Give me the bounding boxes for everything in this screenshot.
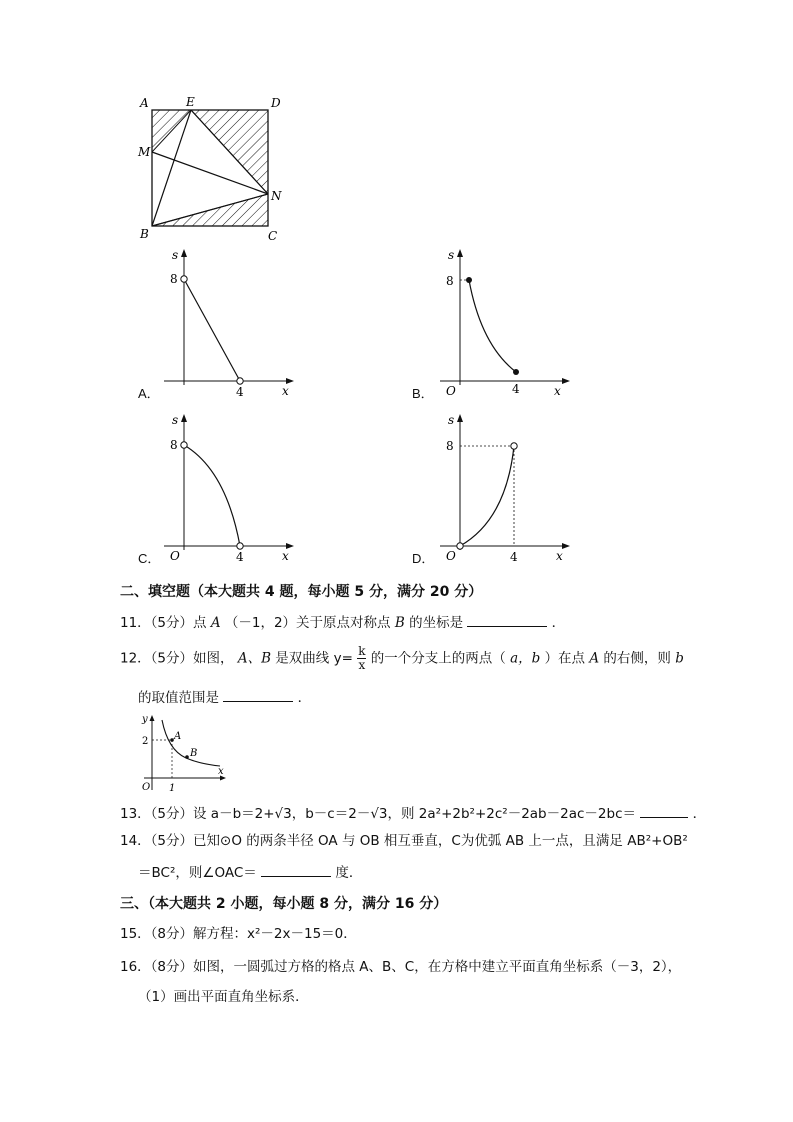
option-b-graph	[436, 245, 576, 405]
answer-blank-14[interactable]	[261, 862, 331, 877]
question-16-line-1: 16．（8分）如图，一圆弧过方格的格点 A、B、C，在方格中建立平面直角坐标系（－3，2），	[120, 959, 682, 975]
option-d-curve	[460, 446, 514, 546]
svg-text:O: O	[446, 549, 456, 563]
option-b-curve	[469, 280, 516, 372]
option-c-curve	[184, 445, 240, 546]
svg-text:1: 1	[169, 783, 176, 794]
fraction-k-over-x: $\frac{k}{x}$	[358, 644, 366, 672]
label-C: C	[268, 229, 278, 243]
svg-text:s: s	[172, 248, 179, 262]
svg-text:A: A	[174, 731, 182, 742]
svg-text:4: 4	[236, 550, 244, 564]
section-3-title: 三、（本大题共 2 小题，每小题 8 分，满分 16 分）	[120, 896, 448, 912]
svg-text:4: 4	[510, 550, 518, 564]
question-13: 13．（5分）设 a－b＝2+√3，b－c＝2－√3，则 2a²+2b²+2c²－2ab－2ac－2bc＝ ．	[120, 803, 706, 823]
svg-text:O: O	[142, 782, 151, 793]
option-c-label: C．	[138, 551, 161, 566]
answer-blank-13[interactable]	[640, 803, 688, 818]
svg-text:s: s	[448, 248, 455, 262]
svg-text:B: B	[190, 748, 198, 759]
svg-text:x: x	[282, 384, 289, 398]
svg-text:x: x	[218, 766, 224, 777]
label-A: A	[140, 96, 149, 110]
svg-text:O: O	[446, 384, 456, 398]
question-14-line-1: 14．（5分）已知⊙O 的两条半径 OA 与 OB 相互垂直，C为优弧 AB 上一点，且满足 AB²+OB²	[120, 833, 688, 849]
option-d-label: D．	[412, 551, 435, 566]
question-11: 11．（5分）点 A （－1，2）关于原点对称点 B 的坐标是 ．	[120, 612, 565, 632]
label-M: M	[138, 145, 151, 159]
svg-text:s: s	[172, 413, 179, 427]
svg-text:8: 8	[446, 439, 454, 453]
svg-text:8: 8	[170, 272, 178, 286]
question-12-line-2: 的取值范围是 ．	[138, 687, 311, 707]
svg-text:y: y	[142, 714, 148, 725]
hyperbola-graph	[138, 712, 230, 794]
option-a-graph	[160, 245, 300, 405]
svg-text:8: 8	[170, 438, 178, 452]
svg-text:x: x	[554, 384, 561, 398]
question-14-line-2: ＝BC²，则∠OAC＝ 度．	[138, 862, 362, 882]
section-2-title: 二、填空题（本大题共 4 题，每小题 5 分，满分 20 分）	[120, 584, 483, 600]
svg-text:s: s	[448, 413, 455, 427]
svg-text:x: x	[282, 549, 289, 563]
label-D: D	[271, 96, 281, 110]
label-E: E	[186, 95, 195, 109]
option-a-label: A．	[138, 386, 160, 401]
svg-text:2: 2	[142, 736, 149, 747]
square-figure	[130, 90, 300, 250]
label-B: B	[140, 227, 149, 241]
hyperbola-branch	[162, 720, 220, 766]
option-d-graph	[436, 410, 576, 570]
label-N: N	[271, 189, 282, 203]
question-15: 15．（8分）解方程：x²－2x－15＝0．	[120, 926, 357, 942]
svg-text:O: O	[170, 549, 180, 563]
svg-text:x: x	[556, 549, 563, 563]
option-c-graph	[160, 410, 300, 570]
question-12-line-1: 12．（5分）如图， A、B 是双曲线 y= $\frac{k}{x}$ 的一个分支上的两点（ a，b ）在点 A 的右侧，则 b	[120, 644, 684, 672]
svg-text:8: 8	[446, 274, 454, 288]
option-b-label: B．	[412, 386, 434, 401]
option-a-line	[184, 279, 240, 381]
svg-text:4: 4	[512, 382, 520, 396]
answer-blank-11[interactable]	[467, 612, 547, 627]
answer-blank-12[interactable]	[223, 687, 293, 702]
hatched-triangle-top-left	[152, 110, 191, 152]
svg-text:4: 4	[236, 385, 244, 399]
question-16-line-2: （1）画出平面直角坐标系．	[138, 989, 309, 1005]
